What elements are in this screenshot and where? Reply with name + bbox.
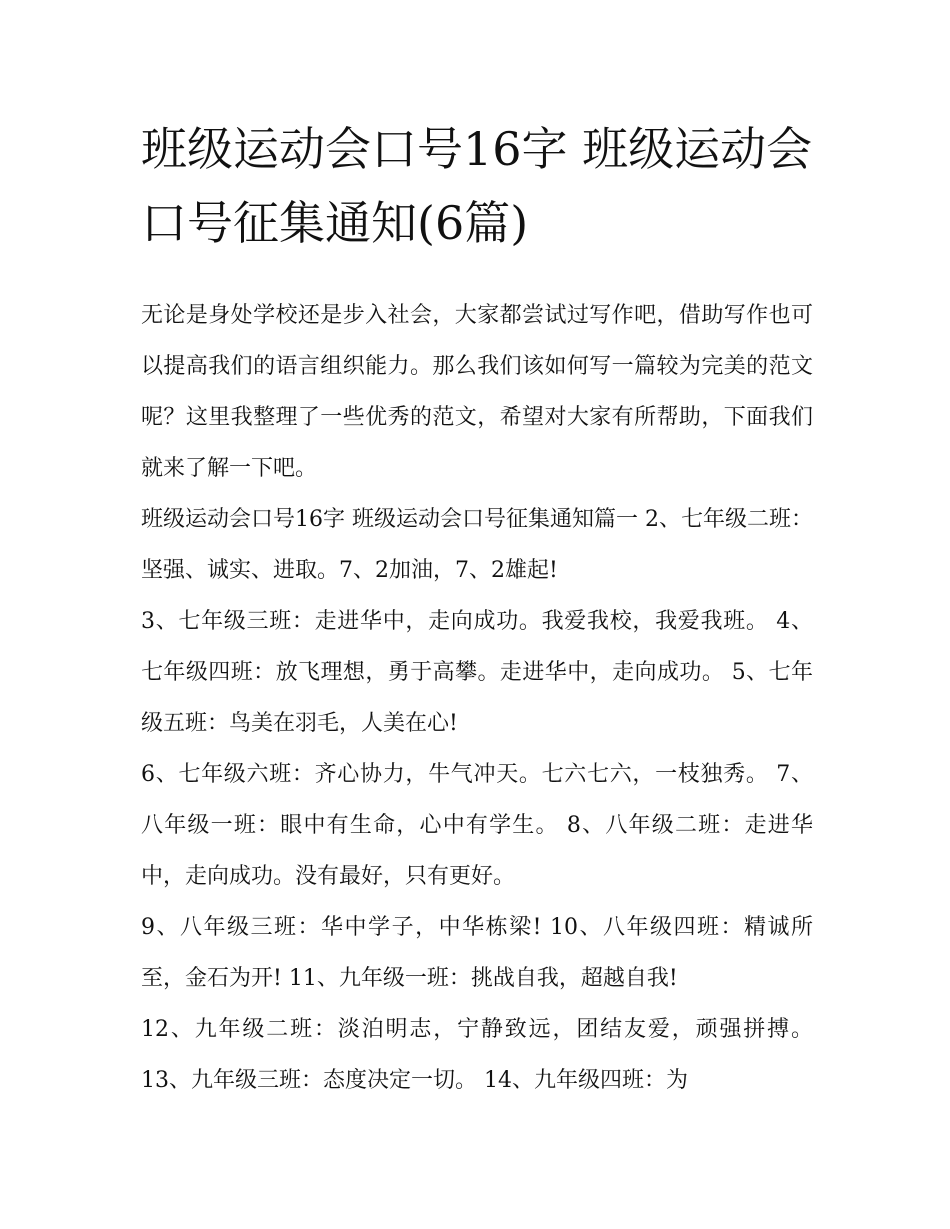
intro-paragraph: 无论是身处学校还是步入社会，大家都尝试过写作吧，借助写作也可以提高我们的语言组织能力。那么我们该如何写一篇较为完美的范文呢？这里我整理了一些优秀的范文，希望对大家有所帮助，下面我们就来了解一下吧。 (141, 303, 813, 481)
body-paragraph: 9、八年级三班：华中学子，中华栋梁! 10、八年级四班：精诚所至，金石为开! 11、九年级一班：挑战自我，超越自我! (141, 915, 813, 991)
body-paragraph: 6、七年级六班：齐心协力，牛气冲天。七六七六，一枝独秀。 7、八年级一班：眼中有生命，心中有学生。 8、八年级二班：走进华中，走向成功。没有最好，只有更好。 (141, 762, 813, 889)
document-page (141, 112, 813, 1106)
body-paragraph: 3、七年级三班：走进华中，走向成功。我爱我校，我爱我班。 4、七年级四班：放飞理想，勇于高攀。走进华中，走向成功。 5、七年级五班：鸟美在羽毛，人美在心! (141, 609, 813, 736)
body-paragraph: 12、九年级二班：淡泊明志，宁静致远，团结友爱，顽强拼搏。 13、九年级三班：态度决定一切。 14、九年级四班：为 (141, 1017, 813, 1093)
body-paragraph: 班级运动会口号16字 班级运动会口号征集通知篇一 2、七年级二班：坚强、诚实、进取。7、2加油，7、2雄起! (141, 507, 813, 583)
document-title: 班级运动会口号16字 班级运动会口号征集通知(6篇) (141, 122, 813, 250)
